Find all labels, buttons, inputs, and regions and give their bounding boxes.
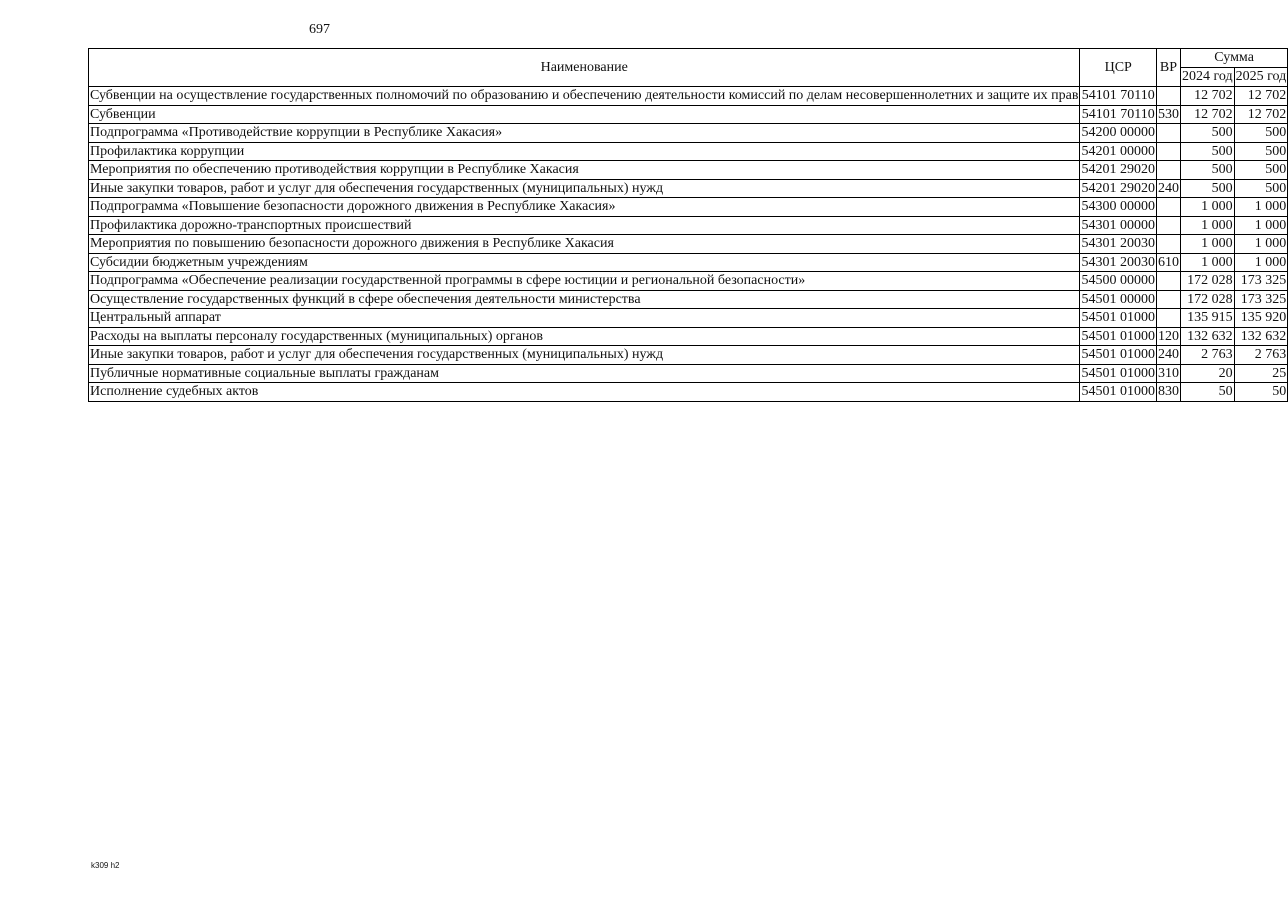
row-vr [1156, 198, 1180, 217]
table-row [89, 383, 1288, 402]
row-csr: 54501 01000 [1081, 310, 1155, 325]
row-amount-2025: 135 920 [1234, 309, 1288, 328]
row-amount-2024: 500 [1180, 124, 1234, 143]
table-row [89, 87, 1288, 106]
row-vr: 830 [1157, 384, 1179, 399]
row-csr: 54101 70110 [1081, 106, 1155, 122]
row-csr: 54301 20030 [1081, 236, 1155, 251]
row-name: Публичные нормативные социальные выплаты гражданам [89, 364, 1080, 383]
table-row [89, 346, 1288, 365]
row-amount-2024: 500 [1180, 142, 1234, 161]
row-amount-2024: 500 [1180, 161, 1234, 180]
row-csr: 54501 00000 [1081, 291, 1155, 307]
row-vr [1156, 87, 1180, 106]
row-name: Профилактика коррупции [89, 142, 1080, 161]
row-amount-2024: 12 702 [1180, 105, 1234, 124]
row-amount-2025: 12 702 [1234, 105, 1288, 124]
row-amount-2025: 500 [1234, 142, 1288, 161]
footer-code: k309 h2 [91, 861, 120, 870]
row-amount-2024: 2 763 [1180, 346, 1234, 365]
row-amount-2025: 173 325 [1234, 272, 1288, 291]
table-row [89, 235, 1288, 254]
header-vr: ВР [1156, 49, 1180, 87]
row-amount-2024: 135 915 [1180, 309, 1234, 328]
row-vr [1156, 272, 1180, 291]
row-name: Иные закупки товаров, работ и услуг для обеспечения государственных (муниципальных) нужд [89, 346, 1080, 365]
row-amount-2024: 172 028 [1180, 290, 1234, 309]
row-amount-2024: 500 [1180, 179, 1234, 198]
row-name: Профилактика дорожно-транспортных происшествий [89, 216, 1080, 235]
row-name: Осуществление государственных функций в сфере обеспечения деятельности министерства [89, 290, 1080, 309]
row-amount-2025: 500 [1234, 179, 1288, 198]
row-name: Центральный аппарат [89, 309, 1080, 328]
row-amount-2024: 1 000 [1180, 253, 1234, 272]
table-row [89, 216, 1288, 235]
row-name: Подпрограмма «Противодействие коррупции в Республике Хакасия» [89, 124, 1080, 143]
row-name: Субсидии бюджетным учреждениям [89, 253, 1080, 272]
row-name: Расходы на выплаты персоналу государственных (муниципальных) органов [89, 327, 1080, 346]
table-row [89, 327, 1288, 346]
table-body [89, 87, 1288, 402]
row-csr: 54501 01000 [1081, 384, 1155, 399]
row-name: Подпрограмма «Обеспечение реализации государственной программы в сфере юстиции и региональной безопасности» [89, 272, 1080, 291]
row-csr: 54501 01000 [1081, 347, 1155, 362]
row-name: Мероприятия по повышению безопасности дорожного движения в Республике Хакасия [89, 235, 1080, 254]
row-amount-2025: 2 763 [1234, 346, 1288, 365]
row-vr: 530 [1157, 106, 1179, 122]
table-row [89, 364, 1288, 383]
row-name: Иные закупки товаров, работ и услуг для обеспечения государственных (муниципальных) нужд [89, 179, 1080, 198]
row-amount-2025: 500 [1234, 124, 1288, 143]
row-csr: 54201 29020 [1081, 162, 1155, 177]
row-amount-2024: 1 000 [1180, 235, 1234, 254]
row-vr [1156, 142, 1180, 161]
row-amount-2024: 20 [1180, 364, 1234, 383]
table-row [89, 105, 1288, 124]
header-sum: Сумма [1180, 49, 1287, 68]
row-amount-2025: 50 [1234, 383, 1288, 402]
row-vr: 310 [1157, 365, 1179, 381]
row-name: Субвенции на осуществление государственных полномочий по образованию и обеспечению деятельности комиссий по делам несовершеннолетних и защите их прав [90, 88, 1079, 103]
row-amount-2025: 1 000 [1234, 235, 1288, 254]
table-row [89, 124, 1288, 143]
row-amount-2025: 1 000 [1234, 253, 1288, 272]
row-csr: 54200 00000 [1081, 125, 1155, 140]
row-vr [1156, 290, 1180, 309]
table-row [89, 142, 1288, 161]
row-amount-2024: 12 702 [1180, 87, 1234, 106]
row-name: Субвенции [89, 105, 1080, 124]
table-row [89, 272, 1288, 291]
row-vr: 240 [1157, 180, 1179, 196]
row-amount-2025: 1 000 [1234, 216, 1288, 235]
row-name: Мероприятия по обеспечению противодействия коррупции в Республике Хакасия [89, 161, 1080, 180]
table-row [89, 309, 1288, 328]
table-row [89, 179, 1288, 198]
row-amount-2025: 132 632 [1234, 327, 1288, 346]
budget-table [88, 48, 1288, 402]
header-2025: 2025 год [1234, 68, 1288, 87]
row-amount-2025: 500 [1234, 161, 1288, 180]
row-vr [1156, 309, 1180, 328]
row-vr [1156, 216, 1180, 235]
row-amount-2025: 12 702 [1234, 87, 1288, 106]
row-amount-2025: 25 [1234, 364, 1288, 383]
row-amount-2025: 1 000 [1234, 198, 1288, 217]
row-csr: 54300 00000 [1081, 199, 1155, 214]
header-row-1 [89, 49, 1288, 68]
row-vr [1156, 124, 1180, 143]
row-csr: 54201 29020 [1081, 180, 1155, 196]
row-csr: 54500 00000 [1081, 273, 1155, 288]
row-amount-2024: 50 [1180, 383, 1234, 402]
header-name: Наименование [89, 49, 1080, 87]
row-csr: 54501 01000 [1081, 365, 1155, 381]
row-csr: 54101 70110 [1081, 88, 1155, 103]
row-csr: 54301 00000 [1081, 217, 1155, 233]
row-csr: 54201 00000 [1081, 143, 1155, 159]
row-csr: 54501 01000 [1081, 328, 1155, 344]
row-amount-2024: 172 028 [1180, 272, 1234, 291]
row-amount-2024: 1 000 [1180, 198, 1234, 217]
row-amount-2024: 1 000 [1180, 216, 1234, 235]
table-row [89, 161, 1288, 180]
row-csr: 54301 20030 [1081, 254, 1155, 270]
row-vr [1156, 161, 1180, 180]
row-name: Исполнение судебных актов [89, 383, 1080, 402]
header-2024: 2024 год [1180, 68, 1234, 87]
row-name: Подпрограмма «Повышение безопасности дорожного движения в Республике Хакасия» [89, 198, 1080, 217]
row-vr: 610 [1157, 254, 1179, 270]
row-vr [1156, 235, 1180, 254]
row-amount-2025: 173 325 [1234, 290, 1288, 309]
table-row [89, 290, 1288, 309]
row-vr: 120 [1157, 328, 1179, 344]
header-csr: ЦСР [1080, 49, 1157, 87]
row-vr: 240 [1157, 347, 1179, 362]
table-row [89, 253, 1288, 272]
table-row [89, 198, 1288, 217]
page-number: 697 [309, 22, 330, 37]
row-amount-2024: 132 632 [1180, 327, 1234, 346]
